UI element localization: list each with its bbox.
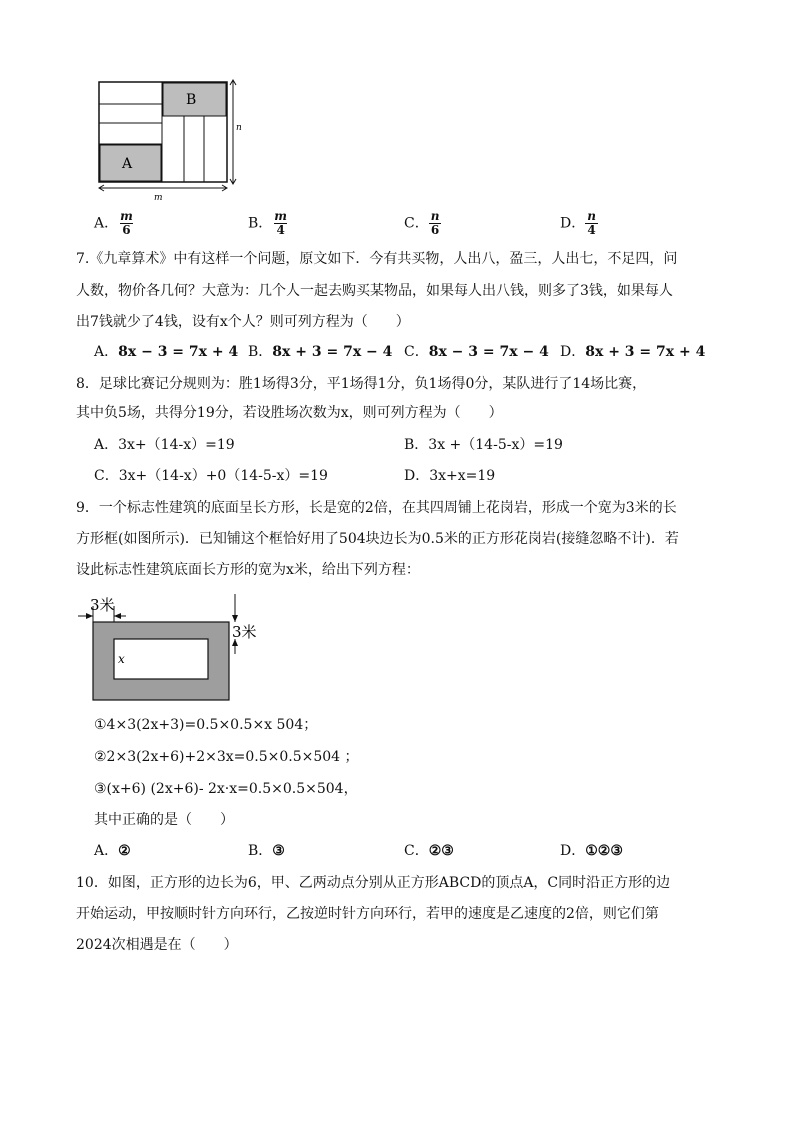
q8-option-a[interactable] [94,435,235,455]
option-text: 3x +（14-5-x）=19 [428,437,563,453]
option-letter: B． [248,344,273,360]
option-letter: C． [404,215,429,232]
numerator: m [120,209,133,223]
q6-option-b[interactable] [248,210,289,237]
label-x: x [118,652,125,666]
option-text: 8x − 3 = 7x − 4 [428,344,549,360]
q9-equation-1: ①4×3(2x+3)=0.5×0.5×x 504； [94,717,318,733]
label-m: m [154,193,163,202]
q8-text-line-1: 8．足球比赛记分规则为：胜1场得3分，平1场得1分，负1场得0分，某队进行了14场比赛， [76,376,647,392]
q8-option-b[interactable] [404,435,563,455]
denominator: 6 [430,223,440,237]
denominator: 4 [276,223,285,237]
option-letter: A． [94,437,119,453]
q8-text-line-2: 其中负5场，共得分19分，若设胜场次数为x，则可列方程为（ ） [76,405,503,421]
q9-option-d[interactable] [560,841,623,861]
option-letter: B． [248,215,273,232]
q10-text-line-1: 10．如图，正方形的边长为6，甲、乙两动点分别从正方形ABCD的顶点A，C同时沿正方形的边 [76,875,671,891]
option-text: 3x+x=19 [429,468,496,484]
q7-option-a[interactable] [94,342,238,362]
q9-text-line-2: 方形框(如图所示)．已知铺这个框恰好用了504块边长为0.5米的正方形花岗岩(接缝忽略不计)．若 [76,531,679,547]
q6-option-d[interactable] [560,210,598,237]
option-letter: A． [94,344,119,360]
option-letter: B． [404,437,429,453]
numerator: n [587,209,596,223]
label-n: n [236,123,242,133]
q6-option-a[interactable] [94,210,135,237]
q8-option-c[interactable] [94,466,328,486]
option-text: ③ [272,843,285,859]
option-letter: C． [94,468,119,484]
figure-frame [76,592,266,704]
q7-option-d[interactable] [560,342,705,362]
figure-rectangle-ab [92,78,252,202]
option-letter: C． [404,843,429,859]
fraction [118,210,135,237]
option-letter: B． [248,843,273,859]
label-top-width: 3米 [90,596,115,614]
q8-option-d[interactable] [404,466,495,486]
option-letter: A． [94,843,119,859]
fraction [585,210,598,237]
option-text: 8x + 3 = 7x − 4 [272,344,393,360]
numerator: m [274,209,287,223]
q7-text-line-2: 人数，物价各几何？大意为：几个人一起去购买某物品，如果每人出八钱，则多了3钱，如果每人 [76,283,673,299]
label-right-width: 3米 [232,623,257,641]
option-letter: D． [560,843,586,859]
numerator: n [430,209,440,223]
q9-option-c[interactable] [404,841,454,861]
option-text: 8x − 3 = 7x + 4 [118,344,239,360]
option-text: ② [118,843,131,859]
denominator: 4 [587,223,596,237]
option-letter: C． [404,344,429,360]
option-letter: D． [404,468,430,484]
q9-option-a[interactable] [94,841,131,861]
option-text: 3x+（14-x）+0（14-5-x）=19 [118,468,328,484]
q9-text-line-3: 设此标志性建筑底面长方形的宽为x米，给出下列方程： [76,562,420,578]
q10-text-line-2: 开始运动，甲按顺时针方向环行，乙按逆时针方向环行，若甲的速度是乙速度的2倍，则它们第 [76,906,659,922]
option-text: ①②③ [585,843,623,859]
option-letter: D． [560,215,586,232]
q9-prompt: 其中正确的是（ ） [94,812,234,828]
q7-option-c[interactable] [404,342,549,362]
q6-option-c[interactable] [404,210,441,237]
option-text: 3x+（14-x）=19 [118,437,235,453]
label-b: B [186,92,197,108]
option-letter: A． [94,215,119,232]
option-text: 8x + 3 = 7x + 4 [585,344,706,360]
option-text: ②③ [428,843,454,859]
fraction [429,210,442,237]
q9-equation-3: ③(x+6) (2x+6)- 2x·x=0.5×0.5×504， [94,781,358,797]
q9-equation-2: ②2×3(2x+6)+2×3x=0.5×0.5×504 ； [94,749,359,765]
option-letter: D． [560,344,586,360]
q10-text-line-3: 2024次相遇是在（ ） [76,937,238,953]
q7-text-line-1: 7.《九章算术》中有这样一个问题，原文如下．今有共买物，人出八，盈三，人出七，不足四，问 [76,251,678,267]
q7-option-b[interactable] [248,342,392,362]
denominator: 6 [122,223,131,237]
fraction [272,210,289,237]
q9-option-b[interactable] [248,841,285,861]
label-a: A [122,156,133,172]
q9-text-line-1: 9．一个标志性建筑的底面呈长方形，长是宽的2倍，在其四周铺上花岗岩，形成一个宽为3米的长 [76,500,677,516]
q7-text-line-3: 出7钱就少了4钱，设有x个人？则可列方程为（ ） [76,314,410,330]
